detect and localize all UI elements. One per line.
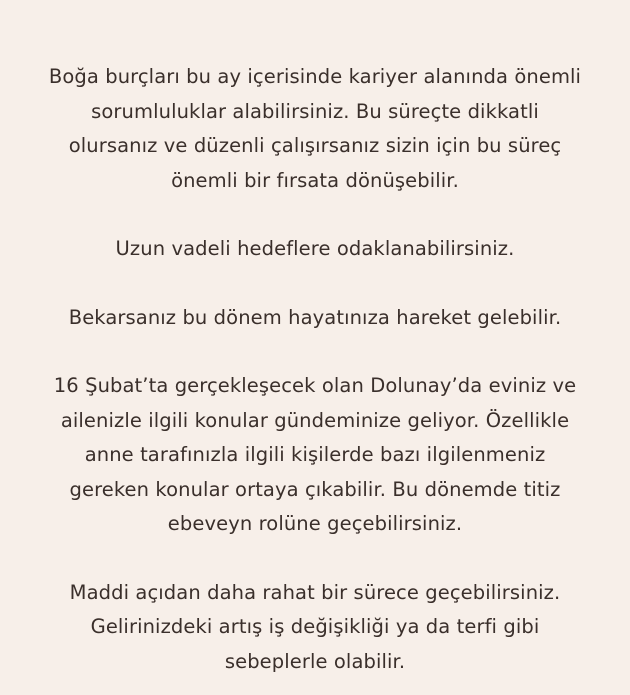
text-line: Uzun vadeli hedeflere odaklanabilirsiniz. <box>115 237 515 260</box>
text-line: önemli bir fırsata dönüşebilir. <box>171 168 459 192</box>
text-line: gereken konular ortaya çıkabilir. Bu dönemde titiz <box>69 477 561 501</box>
paragraph-full-moon <box>0 369 630 542</box>
paragraph-finance <box>0 576 630 680</box>
paragraph-career <box>0 60 630 198</box>
text-line: ebeveyn rolüne geçebilirsiniz. <box>167 512 463 535</box>
text-line: sorumluluklar alabilirsiniz. Bu süreçte dikkatli <box>91 99 539 123</box>
text-line: sebeplerle olabilir. <box>224 649 406 673</box>
text-line: Bekarsanız bu dönem hayatınıza hareket gelebilir. <box>68 305 562 329</box>
text-line: olursanız ve düzenli çalışırsanız sizin için bu süreç <box>68 134 562 157</box>
text-line: anne tarafınızla ilgili kişilerde bazı ilgilenmeniz <box>84 443 546 466</box>
text-line: 16 Şubat’ta gerçekleşecek olan Dolunay’da eviniz ve <box>53 374 577 397</box>
text-line: Gelirinizdeki artış iş değişikliği ya da terfi gibi <box>90 615 540 638</box>
paragraph-love <box>0 301 630 336</box>
text-line: Boğa burçları bu ay içerisinde kariyer alanında önemli <box>48 65 582 88</box>
paragraph-goals <box>0 232 630 267</box>
text-line: Maddi açıdan daha rahat bir sürece geçebilirsiniz. <box>69 580 561 604</box>
text-line: ailenizle ilgili konular gündeminize geliyor. Özellikle <box>60 408 570 432</box>
